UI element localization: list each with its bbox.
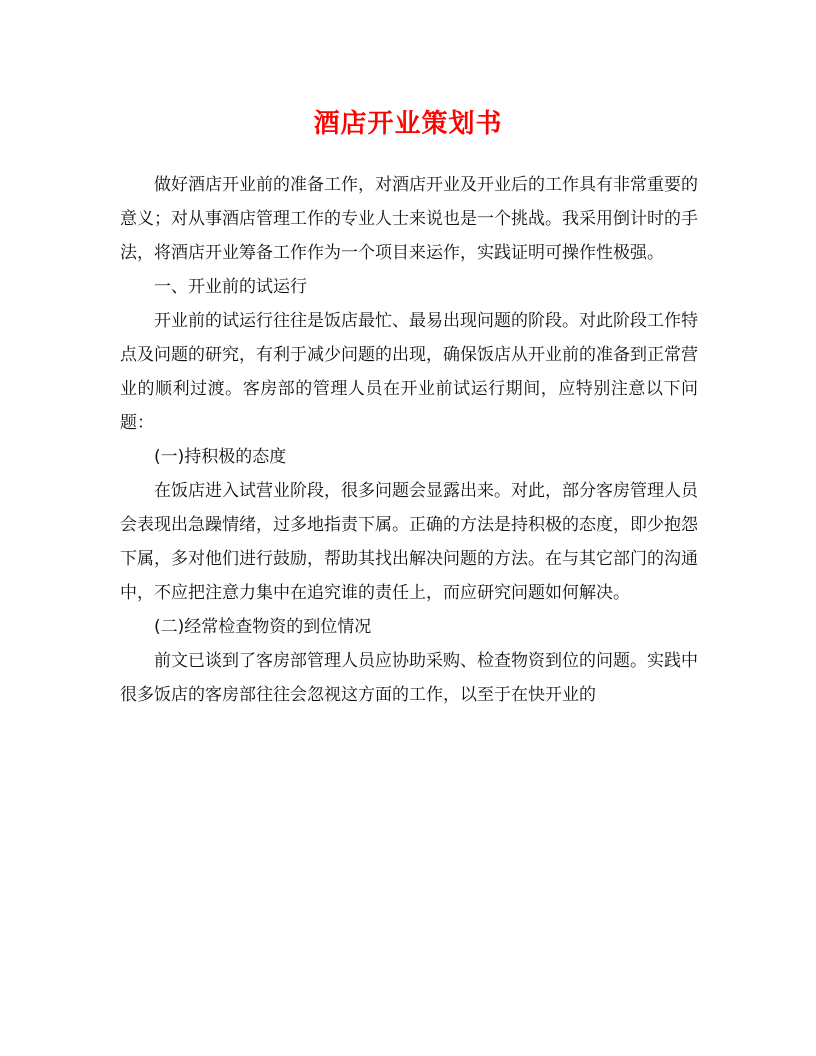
section-heading-trial-run: 一、开业前的试运行 (154, 277, 307, 297)
subheading-positive-attitude: (一)持积极的态度 (154, 447, 287, 467)
paragraph-positive-attitude: 在饭店进入试营业阶段，很多问题会显露出来。对此，部分客房管理人员会表现出急躁情绪，过多地指责下属。正确的方法是持积极的态度，即少抱怨下属，多对他们进行鼓励，帮助其找出解决问题的方法。在与其它部门的沟通中，不应把注意力集中在追究谁的责任上，而应研究问题如何解决。 (120, 481, 698, 603)
subheading-check-supplies: (二)经常检查物资的到位情况 (154, 617, 372, 637)
document-body (120, 168, 698, 712)
paragraph-trial-run: 开业前的试运行往往是饭店最忙、最易出现问题的阶段。对此阶段工作特点及问题的研究，有利于减少问题的出现，确保饭店从开业前的准备到正常营业的顺利过渡。客房部的管理人员在开业前试运行期间，应特别注意以下问题： (120, 311, 698, 433)
paragraph-check-supplies: 前文已谈到了客房部管理人员应协助采购、检查物资到位的问题。实践中很多饭店的客房部往往会忽视这方面的工作，以至于在快开业的 (120, 651, 698, 705)
document-title: 酒店开业策划书 (313, 109, 503, 139)
paragraph-intro: 做好酒店开业前的准备工作，对酒店开业及开业后的工作具有非常重要的意义；对从事酒店管理工作的专业人士来说也是一个挑战。我采用倒计时的手法，将酒店开业筹备工作作为一个项目来运作，实践证明可操作性极强。 (120, 175, 698, 263)
